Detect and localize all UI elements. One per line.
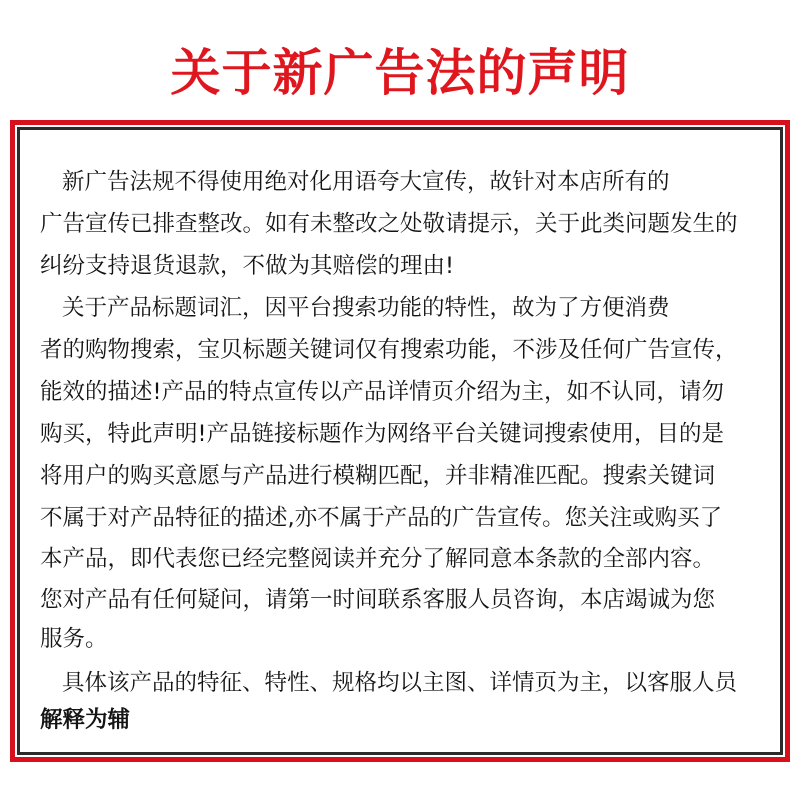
page-title: 关于新广告法的声明 <box>170 44 630 102</box>
statement-line: 服务。 <box>40 626 108 652</box>
statement-line: 本产品，即代表您已经完整阅读并充分了解同意本条款的全部内容。 <box>40 546 716 572</box>
statement-line: 新广告法规不得使用绝对化用语夸大宣传，故针对本店所有的 <box>62 169 670 195</box>
statement-line: 您对产品有任何疑问，请第一时间联系客服人员咨询，本店竭诚为您 <box>40 587 716 613</box>
statement-line: 将用户的购买意愿与产品进行模糊匹配，并非精准匹配。搜索关键词 <box>40 463 716 489</box>
statement-line: 者的购物搜索，宝贝标题关键词仅有搜索功能，不涉及任何广告宣传， <box>40 337 738 363</box>
statement-line: 纠纷支持退货退款，不做为其赔偿的理由! <box>40 253 455 279</box>
statement-line: 具体该产品的特征、特性、规格均以主图、详情页为主，以客服人员 <box>62 670 738 696</box>
statement-line: 关于产品标题词汇，因平台搜索功能的特性，故为了方便消费 <box>62 295 670 321</box>
statement-line: 能效的描述!产品的特点宣传以产品详情页介绍为主，如不认同，请勿 <box>40 379 725 405</box>
statement-line: 广告宣传已排查整改。如有未整改之处敬请提示，关于此类问题发生的 <box>40 211 738 237</box>
statement-line: 不属于对产品特征的描述,亦不属于产品的广告宣传。您关注或购买了 <box>40 505 723 531</box>
statement-line: 购买，特此声明!产品链接标题作为网络平台关键词搜索使用，目的是 <box>40 421 725 447</box>
statement-line: 解释为辅 <box>40 707 131 733</box>
